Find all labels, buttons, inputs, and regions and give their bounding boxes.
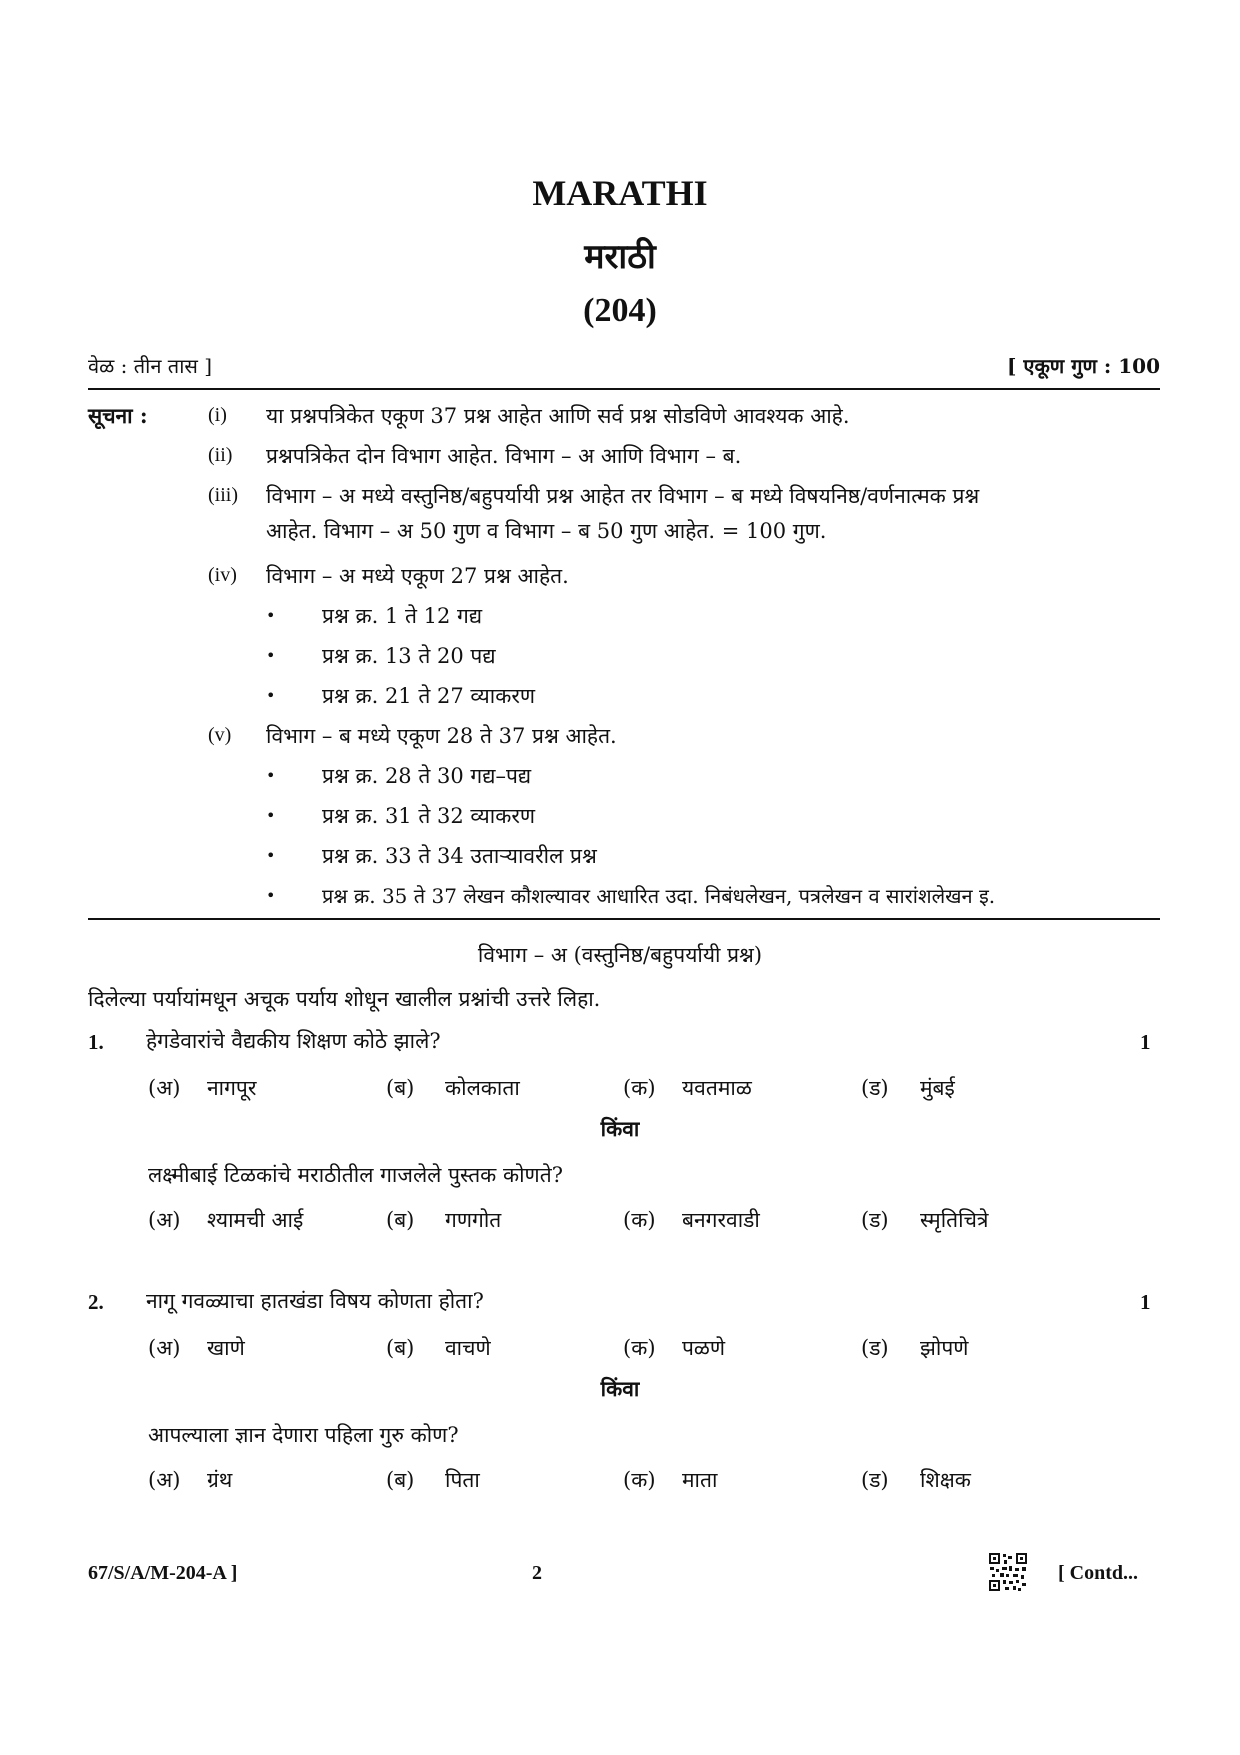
q1-alt-option-c: बनगरवाडी [682,1208,760,1232]
option-label: (ब) [386,1076,415,1100]
instruction-i: या प्रश्नपत्रिकेत एकूण 37 प्रश्न आहेत आणि सर्व प्रश्न सोडविणे आवश्यक आहे. [266,404,850,428]
instruction-number-iii: (iii) [208,484,238,506]
option-label: (क) [623,1076,656,1100]
option-label: (ड) [861,1208,889,1232]
option-label: (क) [623,1336,656,1360]
question-1-alt-text: लक्ष्मीबाई टिळकांचे मराठीतील गाजलेले पुस्तक कोणते? [148,1163,563,1187]
total-marks: [ एकूण गुण : 100 [1006,354,1160,378]
qr-code-icon [988,1552,1028,1592]
option-label: (ड) [861,1336,889,1360]
bullet-icon: • [266,766,276,785]
option-label: (अ) [148,1336,181,1360]
instruction-iv: विभाग – अ मध्ये एकूण 27 प्रश्न आहेत. [266,564,569,588]
or-separator: किंवा [600,1376,640,1401]
q1-option-d: मुंबई [920,1076,955,1100]
q2-alt-option-b: पिता [445,1468,480,1492]
instruction-ii: प्रश्नपत्रिकेत दोन विभाग आहेत. विभाग – अ आणि विभाग – ब. [266,444,742,468]
paper-code: 67/S/A/M-204-A ] [88,1562,238,1584]
subject-code: (204) [583,292,657,329]
question-2-marks: 1 [1140,1290,1151,1314]
option-label: (ब) [386,1208,415,1232]
q1-alt-option-d: स्मृतिचित्रे [920,1208,989,1232]
option-label: (अ) [148,1076,181,1100]
q1-option-a: नागपूर [207,1076,257,1100]
instruction-iv-bullet-3: प्रश्न क्र. 21 ते 27 व्याकरण [322,684,536,708]
or-separator: किंवा [600,1116,640,1141]
q1-alt-option-b: गणगोत [445,1208,502,1232]
option-label: (क) [623,1468,656,1492]
instruction-v-bullet-1: प्रश्न क्र. 28 ते 30 गद्य–पद्य [322,764,532,788]
option-label: (ड) [861,1076,889,1100]
q2-option-d: झोपणे [920,1336,969,1360]
option-label: (अ) [148,1208,181,1232]
option-label: (ड) [861,1468,889,1492]
instruction-v-bullet-2: प्रश्न क्र. 31 ते 32 व्याकरण [322,804,536,828]
q1-option-c: यवतमाळ [682,1076,752,1100]
q2-alt-option-d: शिक्षक [920,1468,971,1492]
option-label: (अ) [148,1468,181,1492]
bullet-icon: • [266,846,276,865]
q2-alt-option-a: ग्रंथ [207,1468,233,1492]
bullet-icon: • [266,646,276,665]
question-number-1: 1. [88,1030,104,1054]
question-1-marks: 1 [1140,1030,1151,1054]
question-number-2: 2. [88,1290,104,1314]
title-english: MARATHI [532,173,708,213]
q1-option-b: कोलकाता [445,1076,520,1100]
question-2-text: नागू गवळ्याचा हातखंडा विषय कोणता होता? [146,1289,484,1313]
question-2-alt-text: आपल्याला ज्ञान देणारा पहिला गुरु कोण? [148,1423,459,1447]
q2-option-b: वाचणे [445,1336,491,1360]
q1-alt-option-a: श्यामची आई [207,1208,304,1232]
bullet-icon: • [266,806,276,825]
instruction-v-bullet-4: प्रश्न क्र. 35 ते 37 लेखन कौशल्यावर आधारित उदा. निबंधलेखन, पत्रलेखन व सारांशलेखन इ. [322,884,996,908]
instruction-v: विभाग – ब मध्ये एकूण 28 ते 37 प्रश्न आहेत. [266,724,617,748]
section-heading: विभाग – अ (वस्तुनिष्ठ/बहुपर्यायी प्रश्न) [477,943,763,967]
instruction-iv-bullet-1: प्रश्न क्र. 1 ते 12 गद्य [322,604,483,628]
bullet-icon: • [266,606,276,625]
instructions-rule [88,918,1160,920]
instruction-number-ii: (ii) [208,444,233,466]
option-label: (ब) [386,1336,415,1360]
title-marathi: मराठी [584,239,656,276]
continued-label: [ Contd... [1058,1562,1139,1584]
instruction-iii-line2: आहेत. विभाग – अ 50 गुण व विभाग – ब 50 गुण आहेत. = 100 गुण. [266,519,827,543]
bullet-icon: • [266,686,276,705]
section-direction: दिलेल्या पर्यायांमधून अचूक पर्याय शोधून खालील प्रश्नांची उत्तरे लिहा. [88,987,601,1011]
instruction-v-bullet-3: प्रश्न क्र. 33 ते 34 उताऱ्यावरील प्रश्न [322,844,597,868]
q2-option-a: खाणे [207,1336,245,1360]
header-rule [88,388,1160,390]
bullet-icon: • [266,886,276,905]
option-label: (क) [623,1208,656,1232]
q2-alt-option-c: माता [682,1468,718,1492]
instruction-iv-bullet-2: प्रश्न क्र. 13 ते 20 पद्य [322,644,496,668]
page-number: 2 [532,1562,542,1584]
time-allowed: वेळ : तीन तास ] [88,354,213,378]
option-label: (ब) [386,1468,415,1492]
instructions-label: सूचना : [88,403,148,428]
question-1-text: हेगडेवारांचे वैद्यकीय शिक्षण कोठे झाले? [146,1029,441,1053]
instruction-number-v: (v) [208,724,232,746]
q2-option-c: पळणे [682,1336,726,1360]
instruction-iii-line1: विभाग – अ मध्ये वस्तुनिष्ठ/बहुपर्यायी प्रश्न आहेत तर विभाग – ब मध्ये विषयनिष्ठ/वर्णनात्मक प्रश्न [266,484,980,508]
instruction-number-i: (i) [208,404,227,426]
instruction-number-iv: (iv) [208,564,237,586]
